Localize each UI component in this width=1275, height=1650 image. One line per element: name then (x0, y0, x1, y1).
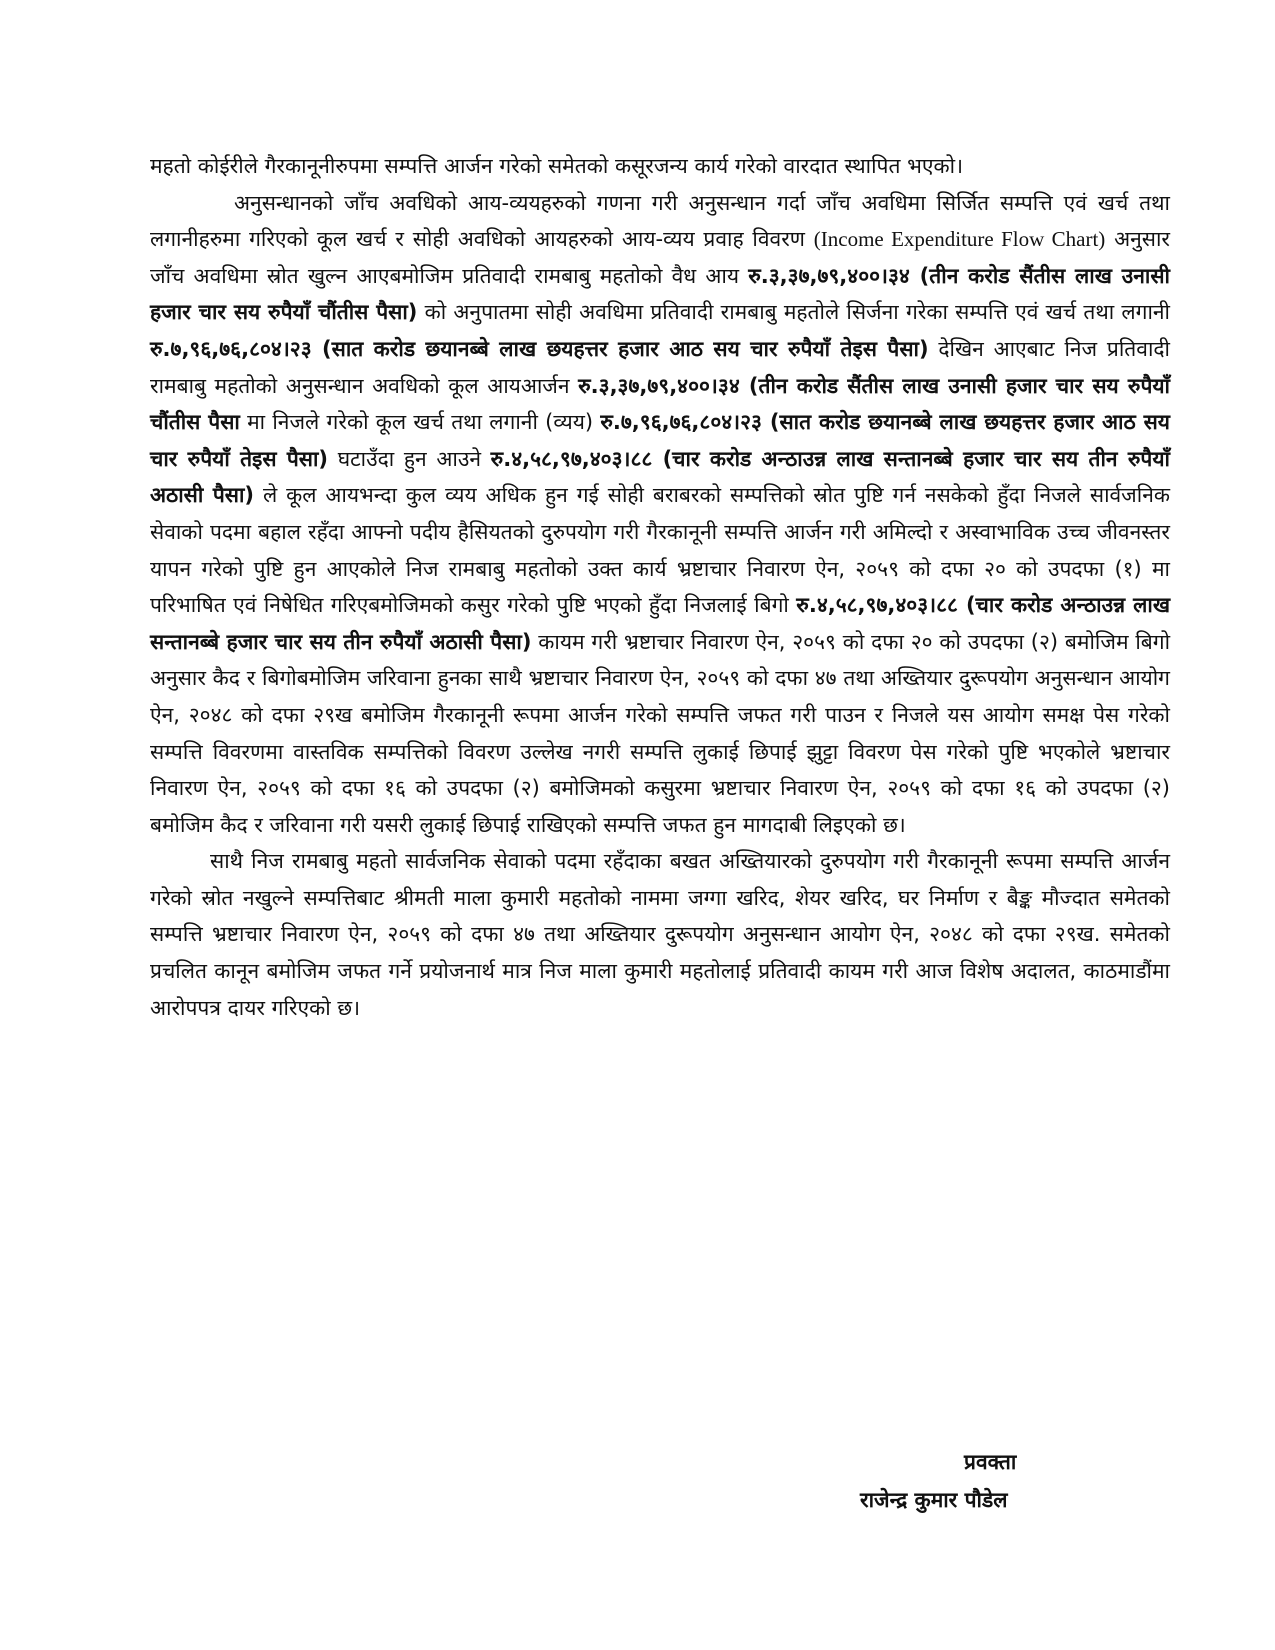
p2-text-7: ले कूल आयभन्दा कुल व्यय अधिक हुन गई सोही बराबरको सम्पत्तिको स्रोत पुष्टि गर्न नसकेको हुँदा निजले सार्वजनिक सेवाको पदमा बहाल रहँदा आफ्नो पदीय हैसियतको दुरुपयोग गरी गैरकानूनी सम्पत्ति आर्जन गरी अमिल्दो र अस्वाभाविक उच्च जीवनस्तर यापन गरेको पुष्टि हुन आएकोले निज रामबाबु महतोको उक्त कार्य भ्रष्टाचार निवारण ऐन, २०५९ को दफा २० को उपदफा (१) मा परिभाषित एवं निषेधित गरिएबमोजिमको कसुर गरेको पुष्टि भएको हुँदा निजलाई बिगो (150, 483, 1170, 618)
paragraph-2 (150, 185, 1170, 844)
paragraph-3 (150, 843, 1170, 1026)
paragraph-1-text: महतो कोईरीले गैरकानूनीरुपमा सम्पत्ति आर्जन गरेको समेतको कसूरजन्य कार्य गरेको वारदात स्थापित भएको। (150, 154, 964, 178)
p2-amount-excess-2: रु.४,५८,९७,४०३।८८ (चार करोड अन्ठाउन्न लाख सन्तानब्बे हजार चार सय तीन रुपैयाँ अठासी पैसा) (150, 593, 1170, 654)
p2-text-5: मा निजले गरेको कूल खर्च तथा लगानी (व्यय) (247, 410, 594, 435)
p2-text-8: कायम गरी भ्रष्टाचार निवारण ऐन, २०५९ को दफा २० को उपदफा (२) बमोजिम बिगो अनुसार कैद र बिगोबमोजिम जरिवाना हुनका साथै भ्रष्टाचार निवारण ऐन, २०५९ को दफा ४७ तथा अख्तियार दुरूपयोग अनुसन्धान आयोग ऐन, २०४८ को दफा २९ख बमोजिम गैरकानूनी रूपमा आर्जन गरेको सम्पत्ति जफत गरी पाउन र निजले यस आयोग समक्ष पेस गरेको सम्पत्ति विवरणमा वास्तविक सम्पत्तिको विवरण उल्लेख नगरी सम्पत्ति लुकाई छिपाई झुट्टा विवरण पेस गरेको पुष्टि भएकोले भ्रष्टाचार निवारण ऐन, २०५९ को दफा १६ को उपदफा (२) बमोजिमको कसुरमा भ्रष्टाचार निवारण ऐन, २०५९ को दफा १६ को उपदफा (२) बमोजिम कैद र जरिवाना गरी यसरी लुकाई छिपाई राखिएको सम्पत्ति जफत हुन मागदाबी लिइएको छ। (150, 629, 1171, 837)
p2-amount-legal-income-1: रु.३,३७,७९,४००।३४ (तीन करोड सैंतीस लाख उनासी हजार चार सय रुपैयाँ चौंतीस पैसा) (150, 263, 1170, 325)
p2-text-6: घटाउँदा हुन आउने (337, 446, 481, 471)
p2-amount-excess-1: रु.४,५८,९७,४०३।८८ (चार करोड अन्ठाउन्न लाख सन्तानब्बे हजार चार सय तीन रुपैयाँ अठासी पैसा) (150, 446, 1170, 508)
p2-amount-expense-2: रु.७,९६,७६,८०४।२३ (सात करोड छयानब्बे लाख छयहत्तर हजार आठ सय चार रुपैयाँ तेइस पैसा) (150, 410, 1170, 471)
p2-text-2: अनुसार जाँच अवधिमा स्रोत खुल्न आएबमोजिम प्रतिवादी रामबाबु महतोको वैध आय (150, 227, 1170, 288)
paragraph-1 (150, 148, 1170, 185)
signature-title: प्रवक्ता (964, 1450, 1017, 1474)
p2-english-term: (Income Expenditure Flow Chart) (813, 227, 1106, 252)
p2-amount-legal-income-2: रु.३,३७,७९,४००।३४ (तीन करोड सैंतीस लाख उनासी हजार चार सय रुपैयाँ चौंतीस पैसा (150, 373, 1170, 435)
signature-block (860, 1443, 1100, 1519)
p2-amount-expense-1: रु.७,९६,७६,८०४।२३ (सात करोड छयानब्बे लाख छयहत्तर हजार आठ सय चार रुपैयाँ तेइस पैसा) (150, 336, 929, 361)
document-body (150, 148, 1170, 1026)
signature-name: राजेन्द्र कुमार पौडेल (860, 1488, 1008, 1512)
p2-text-1: अनुसन्धानको जाँच अवधिको आय-व्ययहरुको गणना गरी अनुसन्धान गर्दा जाँच अवधिमा सिर्जित सम्पत्ति एवं खर्च तथा लगानीहरुमा गरिएको कूल खर्च र सोही अवधिको आयहरुको आय-व्यय प्रवाह विवरण (150, 190, 1170, 252)
paragraph-3-text: साथै निज रामबाबु महतो सार्वजनिक सेवाको पदमा रहँदाका बखत अख्तियारको दुरुपयोग गरी गैरकानूनी रूपमा सम्पत्ति आर्जन गरेको स्रोत नखुल्ने सम्पत्तिबाट श्रीमती माला कुमारी महतोको नाममा जग्गा खरिद, शेयर खरिद, घर निर्माण र बैङ्क मौज्दात समेतको सम्पत्ति भ्रष्टाचार निवारण ऐन, २०५९ को दफा ४७ तथा अख्तियार दुरूपयोग अनुसन्धान आयोग ऐन, २०४८ को दफा २९ख. समेतको प्रचलित कानून बमोजिम जफत गर्ने प्रयोजनार्थ मात्र निज माला कुमारी महतोलाई प्रतिवादी कायम गरी आज विशेष अदालत, काठमाडौंमा आरोपपत्र दायर गरिएको छ। (150, 849, 1170, 1020)
p2-text-4: देखिन आएबाट निज प्रतिवादी रामबाबु महतोको अनुसन्धान अवधिको कूल आयआर्जन (150, 336, 1170, 398)
p2-text-3: को अनुपातमा सोही अवधिमा प्रतिवादी रामबाबु महतोले सिर्जना गरेका सम्पत्ति एवं खर्च तथा लगानी (424, 300, 1170, 325)
